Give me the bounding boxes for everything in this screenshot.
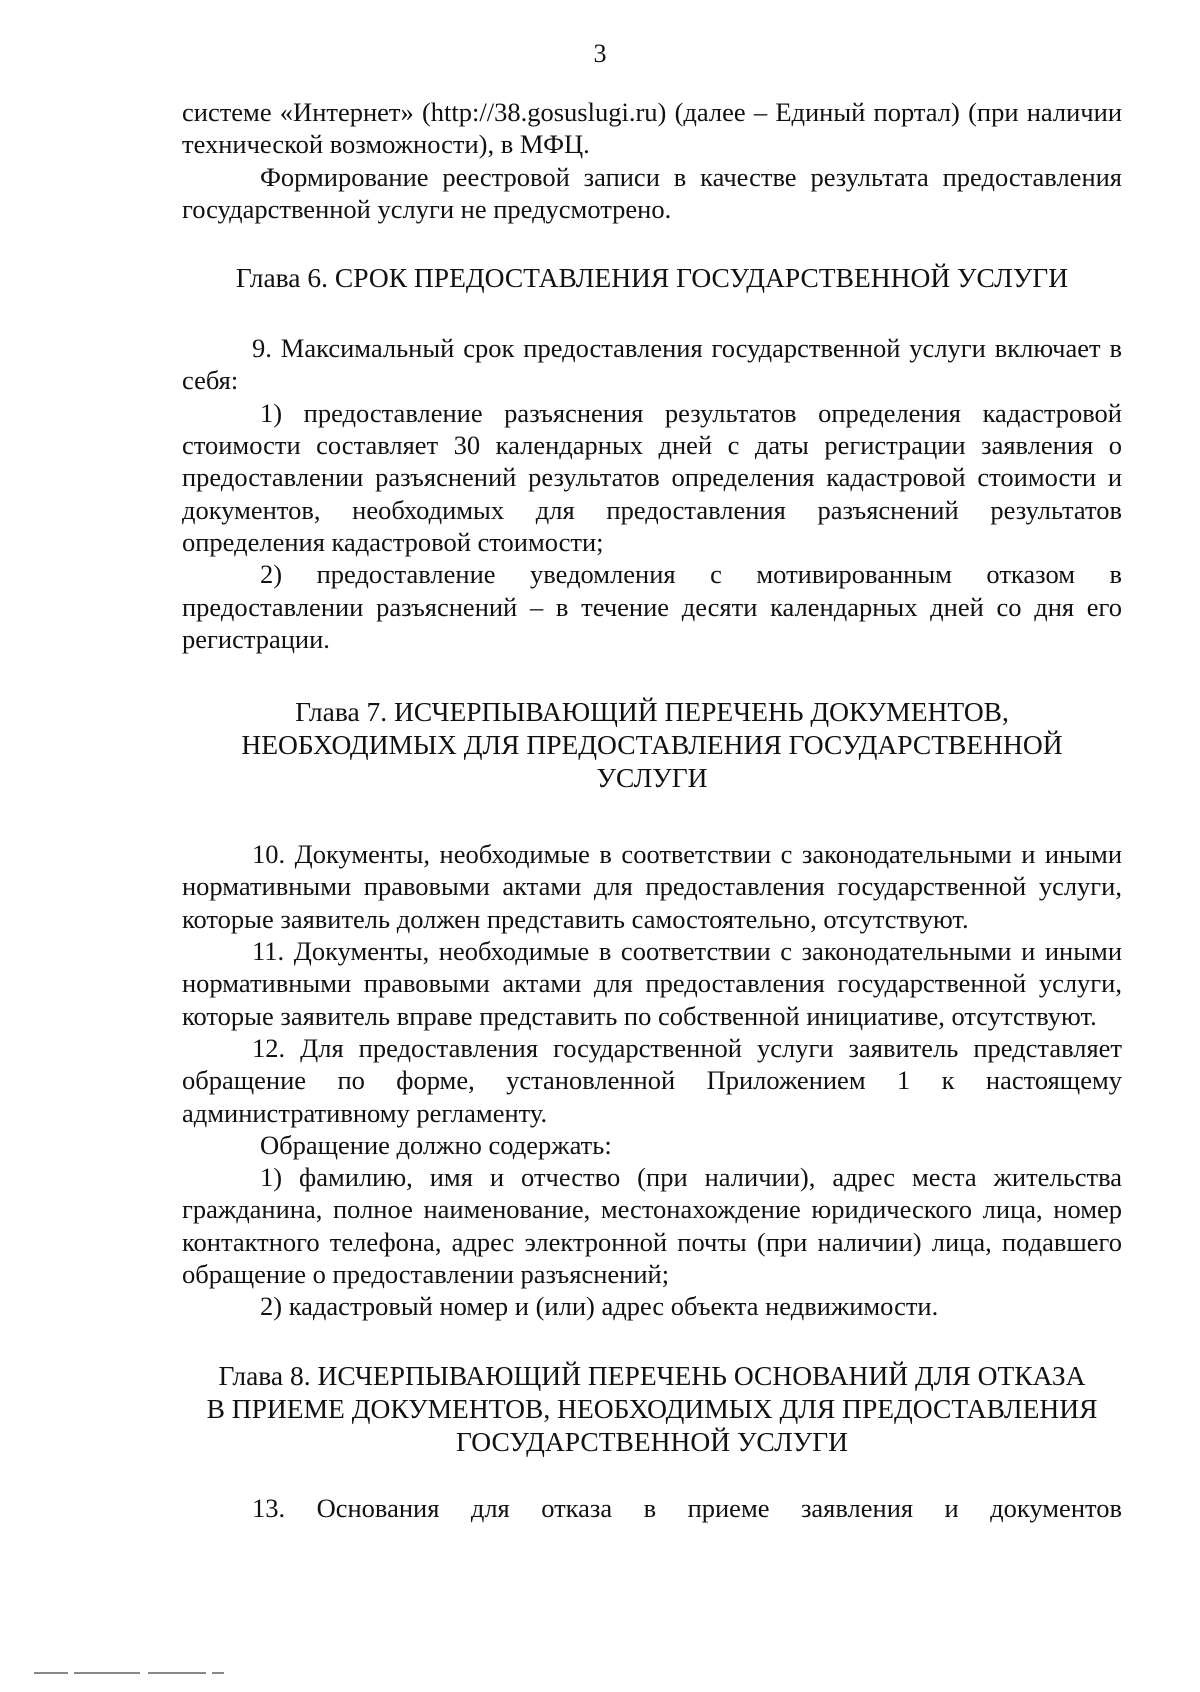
chapter-8-heading-line-1: Глава 8. ИСЧЕРПЫВАЮЩИЙ ПЕРЕЧЕНЬ ОСНОВАНИЙ ДЛЯ ОТКАЗА xyxy=(218,1359,1086,1391)
scan-mark xyxy=(212,1672,224,1674)
scan-mark xyxy=(34,1672,68,1674)
paragraph-13: 13. Основания для отказа в приеме заявления и документов xyxy=(252,1492,1122,1523)
paragraph-registry-record: Формирование реестровой записи в качестве результата предоставления государственной услуги не предусмотрено. xyxy=(182,161,1122,224)
chapter-7-heading-line-1: Глава 7. ИСЧЕРПЫВАЮЩИЙ ПЕРЕЧЕНЬ ДОКУМЕНТОВ, xyxy=(295,696,1009,728)
paragraph-11: 11. Документы, необходимые в соответствии с законодательными и иными нормативными правовыми актами для предоставления государственной услуги, которые заявитель вправе представить по собственной инициативе, отсутствуют. xyxy=(182,936,1122,1031)
document-body xyxy=(182,96,1122,1524)
scan-mark xyxy=(74,1672,140,1674)
paragraph-10: 10. Документы, необходимые в соответствии с законодательными и иными нормативными правовыми актами для предоставления государственной услуги, которые заявитель должен представить самостоятельно, отсутствуют. xyxy=(182,839,1122,934)
scan-mark xyxy=(148,1672,206,1674)
chapter-7-heading-line-2: НЕОБХОДИМЫХ ДЛЯ ПРЕДОСТАВЛЕНИЯ ГОСУДАРСТВЕННОЙ xyxy=(241,729,1063,761)
chapter-6-heading: Глава 6. СРОК ПРЕДОСТАВЛЕНИЯ ГОСУДАРСТВЕННОЙ УСЛУГИ xyxy=(235,262,1069,294)
scan-edge-marks xyxy=(34,1672,234,1674)
chapter-7-heading xyxy=(182,695,1122,794)
chapter-7-heading-line-3: УСЛУГИ xyxy=(596,762,708,794)
paragraph-12: 12. Для предоставления государственной услуги заявитель представляет обращение по форме, установленной Приложением 1 к настоящему административному регламенту. xyxy=(182,1032,1122,1128)
list-item-1-ch7: 1) фамилию, имя и отчество (при наличии), адрес места жительства гражданина, полное наименование, местонахождение юридического лица, номер контактного телефона, адрес электронной почты (при наличии) лица, подавшего обращение о предоставлении разъяснений; xyxy=(182,1162,1122,1290)
paragraph-9: 9. Максимальный срок предоставления государственной услуги включает в себя: xyxy=(182,333,1122,396)
chapter-8-heading xyxy=(182,1359,1122,1458)
paragraph-request-contents: Обращение должно содержать: xyxy=(260,1129,612,1160)
list-item-2-ch6: 2) предоставление уведомления с мотивированным отказом в предоставлении разъяснений – в течение десяти календарных дней со дня его регистрации. xyxy=(182,559,1122,654)
list-item-1-ch6: 1) предоставление разъяснения результатов определения кадастровой стоимости составляет 30 календарных дней с даты регистрации заявления о предоставлении разъяснений результатов определения кадастровой стоимости и документов, необходимых для предоставления разъяснений результатов определения кадастровой стоимости; xyxy=(182,397,1122,557)
chapter-8-heading-line-2: В ПРИЕМЕ ДОКУМЕНТОВ, НЕОБХОДИМЫХ ДЛЯ ПРЕДОСТАВЛЕНИЯ xyxy=(206,1392,1098,1424)
page-number: 3 xyxy=(593,39,607,68)
chapter-8-heading-line-3: ГОСУДАРСТВЕННОЙ УСЛУГИ xyxy=(456,1425,848,1457)
list-item-2-ch7: 2) кадастровый номер и (или) адрес объекта недвижимости. xyxy=(260,1291,939,1322)
paragraph-continuation: системе «Интернет» (http://38.gosuslugi.ru) (далее – Единый портал) (при наличии технической возможности), в МФЦ. xyxy=(182,97,1122,160)
